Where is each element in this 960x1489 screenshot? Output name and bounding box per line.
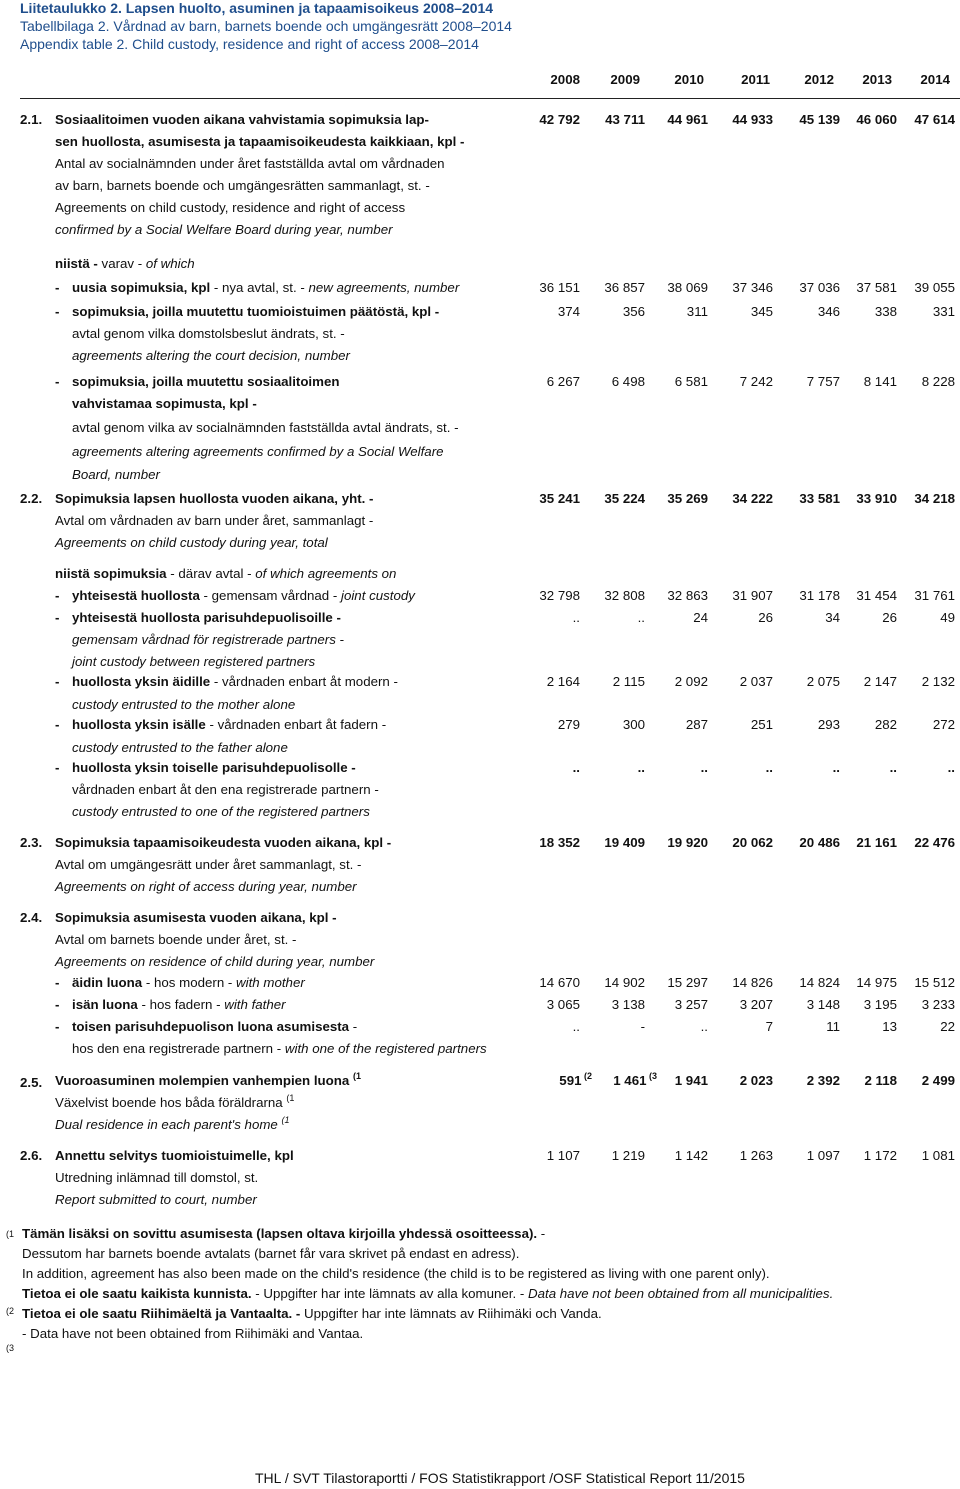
row-label: isän luona - hos fadern - with father: [72, 997, 286, 1012]
value-cell-joint-2008: 32 798: [539, 588, 580, 603]
value-cell-joint-2012: 31 178: [799, 588, 840, 603]
value-cell-s22-2013: 33 910: [856, 491, 897, 506]
value-cell-res_father-2012: 3 148: [806, 997, 840, 1012]
value-cell-social-2013: 8 141: [863, 374, 897, 389]
value-cell-joint_partners-2010: 24: [693, 610, 708, 625]
footnote-3-en: - Data have not been obtained from Riihimäki and Vantaa.: [22, 1326, 364, 1341]
value-cell-s22-2010: 35 269: [667, 491, 708, 506]
value-cell-court-2010: 311: [686, 304, 708, 319]
value-cell-s26-2011: 1 263: [739, 1148, 773, 1163]
footnote-mark: (2: [6, 1306, 15, 1316]
value-cell-mother-2011: 2 037: [739, 674, 773, 689]
value-cell-mother-2013: 2 147: [863, 674, 897, 689]
value-cell-res_father-2010: 3 257: [674, 997, 708, 1012]
section-number: 2.2.: [20, 491, 43, 506]
footnote-mark: (1: [6, 1229, 15, 1239]
of-which-label: niistä - varav - of which: [55, 256, 195, 271]
value-cell-other_partner-2009: ..: [637, 760, 645, 775]
row-label-en: Agreements on right of access during year, number: [55, 879, 357, 894]
value-cell-s23-2014: 22 476: [914, 835, 955, 850]
row-label-sv: Växelvist boende hos båda föräldrarna $^{(1}$: [55, 1093, 295, 1110]
value-cell-s26-2014: 1 081: [921, 1148, 955, 1163]
row-label-en: Board, number: [72, 467, 160, 482]
row-label-en: custody entrusted to one of the registered partners: [72, 804, 370, 819]
year-header: 2009: [610, 72, 640, 87]
value-cell-mother-2014: 2 132: [921, 674, 955, 689]
row-label-en: agreements altering agreements confirmed by a Social Welfare: [72, 444, 444, 459]
row-label-en: Dual residence in each parent's home $^{(1}$: [55, 1115, 290, 1132]
page-title: Liitetaulukko 2. Lapsen huolto, asuminen ja tapaamisoikeus 2008–2014: [20, 0, 494, 16]
value-cell-s22-2008: 35 241: [539, 491, 580, 506]
value-cell-new-2009: 36 857: [604, 280, 645, 295]
section-number: 2.5.: [20, 1075, 43, 1090]
value-cell-res_partner-2012: 11: [826, 1019, 840, 1034]
value-cell-s26-2010: 1 142: [674, 1148, 708, 1163]
value-cell-new-2010: 38 069: [667, 280, 708, 295]
value-cell-s23-2011: 20 062: [732, 835, 773, 850]
row-label: huollosta yksin äidille - vårdnaden enbart åt modern -: [72, 674, 398, 689]
value-cell-s23-2013: 21 161: [856, 835, 897, 850]
value-cell-social-2014: 8 228: [921, 374, 955, 389]
row-label-sv: Utredning inlämnad till domstol, st.: [55, 1170, 259, 1185]
value-cell-social-2008: 6 267: [546, 374, 580, 389]
row-label: Sopimuksia lapsen huollosta vuoden aikana, yht. -: [55, 491, 374, 506]
value-cell-other_partner-2010: ..: [700, 760, 708, 775]
value-cell-s25-2013: 2 118: [864, 1073, 897, 1088]
value-cell-father-2012: 293: [817, 717, 840, 732]
value-cell-s22-2011: 34 222: [732, 491, 773, 506]
bullet-dash: -: [55, 588, 60, 603]
value-cell-new-2012: 37 036: [799, 280, 840, 295]
value-cell-father-2009: 300: [622, 717, 645, 732]
value-cell-father-2011: 251: [750, 717, 773, 732]
value-cell-s23-2010: 19 920: [667, 835, 708, 850]
value-cell-joint-2010: 32 863: [667, 588, 708, 603]
value-cell-joint-2011: 31 907: [732, 588, 773, 603]
value-cell-res_father-2009: 3 138: [611, 997, 645, 1012]
value-cell-s23-2012: 20 486: [799, 835, 840, 850]
value-cell-social-2011: 7 242: [739, 374, 773, 389]
value-cell-other_partner-2013: ..: [889, 760, 897, 775]
value-cell-court-2012: 346: [817, 304, 840, 319]
row-label-sv: gemensam vårdnad för registrerade partners -: [72, 632, 344, 647]
value-cell-court-2014: 331: [932, 304, 955, 319]
value-cell-res_father-2014: 3 233: [921, 997, 955, 1012]
row-label-en: agreements altering the court decision, number: [72, 348, 350, 363]
value-cell-s22-2014: 34 218: [914, 491, 955, 506]
value-cell-new-2013: 37 581: [856, 280, 897, 295]
value-cell-s21-2014: 47 614: [914, 112, 955, 127]
bullet-dash: -: [55, 674, 60, 689]
value-cell-res_mother-2010: 15 297: [667, 975, 708, 990]
row-label-sv: hos den ena registrerade partnern - with one of the registered partners: [72, 1041, 487, 1056]
row-label: vahvistamaa sopimusta, kpl -: [72, 396, 257, 411]
value-cell-social-2009: 6 498: [611, 374, 645, 389]
row-label-sv: avtal genom vilka av socialnämnden fastställda avtal ändrats, st. -: [72, 420, 459, 435]
row-label: sopimuksia, joilla muutettu tuomioistuimen päätöstä, kpl -: [72, 304, 440, 319]
page-subtitle-en: Appendix table 2. Child custody, residence and right of access 2008–2014: [20, 36, 479, 52]
row-label-sv: av barn, barnets boende och umgängesrätten sammanlagt, st. -: [55, 178, 430, 193]
bullet-dash: -: [55, 717, 60, 732]
value-cell-other_partner-2012: ..: [832, 760, 840, 775]
row-label: Vuoroasuminen molempien vanhempien luona $^{(1}$: [55, 1071, 362, 1088]
value-cell-res_mother-2014: 15 512: [914, 975, 955, 990]
value-cell-court-2008: 374: [557, 304, 580, 319]
value-cell-mother-2010: 2 092: [674, 674, 708, 689]
value-cell-court-2009: 356: [622, 304, 645, 319]
value-cell-new-2008: 36 151: [539, 280, 580, 295]
value-cell-res_mother-2009: 14 902: [604, 975, 645, 990]
section-number: 2.3.: [20, 835, 43, 850]
value-cell-res_partner-2013: 13: [882, 1019, 897, 1034]
value-cell-s25-2009: 1 461 $^{(3}$: [613, 1071, 657, 1088]
row-label: Sopimuksia asumisesta vuoden aikana, kpl -: [55, 910, 337, 925]
value-cell-s25-2014: 2 499: [921, 1073, 955, 1088]
value-cell-court-2013: 338: [874, 304, 897, 319]
value-cell-s25-2011: 2 023: [739, 1073, 773, 1088]
footnote-ref: (2: [581, 1071, 592, 1081]
footnote-mark: (3: [6, 1343, 15, 1353]
value-cell-father-2008: 279: [557, 717, 580, 732]
value-cell-new-2011: 37 346: [732, 280, 773, 295]
bullet-dash: -: [55, 1019, 60, 1034]
value-cell-res_partner-2011: 7: [765, 1019, 773, 1034]
value-cell-s21-2009: 43 711: [605, 112, 645, 127]
value-cell-s21-2011: 44 933: [732, 112, 773, 127]
value-cell-res_partner-2009: -: [640, 1019, 645, 1034]
value-cell-s21-2013: 46 060: [856, 112, 897, 127]
value-cell-mother-2008: 2 164: [546, 674, 580, 689]
bullet-dash: -: [55, 280, 60, 295]
section-number: 2.1.: [20, 112, 43, 127]
footnote-1-sv: Dessutom har barnets boende avtalats (barnet får vara skrivet på endast en adress).: [22, 1246, 520, 1261]
value-cell-father-2013: 282: [874, 717, 897, 732]
footnote-1-en: In addition, agreement has also been made on the child's residence (the child is to be registered as living with one parent only).: [22, 1266, 770, 1281]
row-label: sen huollosta, asumisesta ja tapaamisoikeudesta kaikkiaan, kpl -: [55, 134, 465, 149]
row-label-sv: vårdnaden enbart åt den ena registrerade partnern -: [72, 782, 379, 797]
value-cell-mother-2012: 2 075: [806, 674, 840, 689]
row-label: Annettu selvitys tuomioistuimelle, kpl: [55, 1148, 294, 1163]
value-cell-s26-2009: 1 219: [611, 1148, 645, 1163]
footnote-1: Tämän lisäksi on sovittu asumisesta (lapsen oltava kirjoilla yhdessä osoitteessa). -: [22, 1226, 546, 1241]
row-label: yhteisestä huollosta - gemensam vårdnad - joint custody: [72, 588, 415, 603]
value-cell-joint_partners-2012: 34: [825, 610, 840, 625]
year-header: 2008: [550, 72, 580, 87]
value-cell-s23-2008: 18 352: [539, 835, 580, 850]
value-cell-mother-2009: 2 115: [612, 674, 645, 689]
value-cell-other_partner-2011: ..: [765, 760, 773, 775]
row-label-en: Report submitted to court, number: [55, 1192, 257, 1207]
value-cell-other_partner-2008: ..: [572, 760, 580, 775]
value-cell-s23-2009: 19 409: [604, 835, 645, 850]
value-cell-social-2012: 7 757: [806, 374, 840, 389]
value-cell-father-2014: 272: [932, 717, 955, 732]
value-cell-joint_partners-2013: 26: [882, 610, 897, 625]
value-cell-s22-2009: 35 224: [604, 491, 645, 506]
bullet-dash: -: [55, 975, 60, 990]
value-cell-s25-2008: 591 $^{(2}$: [559, 1071, 592, 1088]
year-header: 2011: [741, 72, 770, 87]
value-cell-res_mother-2011: 14 826: [732, 975, 773, 990]
value-cell-joint_partners-2011: 26: [758, 610, 773, 625]
value-cell-father-2010: 287: [685, 717, 708, 732]
section-number: 2.6.: [20, 1148, 43, 1163]
row-label: uusia sopimuksia, kpl - nya avtal, st. - new agreements, number: [72, 280, 460, 295]
value-cell-s22-2012: 33 581: [799, 491, 840, 506]
row-label-sv: Avtal om vårdnaden av barn under året, sammanlagt -: [55, 513, 374, 528]
bullet-dash: -: [55, 304, 60, 319]
value-cell-res_father-2013: 3 195: [863, 997, 897, 1012]
of-which-label: niistä sopimuksia - därav avtal - of which agreements on: [55, 566, 397, 581]
row-label-sv: Antal av socialnämnden under året fastställda avtal om vårdnaden: [55, 156, 445, 171]
value-cell-court-2011: 345: [750, 304, 773, 319]
bullet-dash: -: [55, 374, 60, 389]
row-label: Sosiaalitoimen vuoden aikana vahvistamia sopimuksia lap-: [55, 112, 429, 127]
value-cell-joint-2013: 31 454: [856, 588, 897, 603]
value-cell-new-2014: 39 055: [914, 280, 955, 295]
row-label-en: custody entrusted to the mother alone: [72, 697, 296, 712]
value-cell-res_mother-2008: 14 670: [539, 975, 580, 990]
page-subtitle-sv: Tabellbilaga 2. Vårdnad av barn, barnets boende och umgängesrätt 2008–2014: [20, 18, 512, 34]
value-cell-joint-2014: 31 761: [914, 588, 955, 603]
row-label: yhteisestä huollosta parisuhdepuolisoille -: [72, 610, 341, 625]
row-label: sopimuksia, joilla muutettu sosiaalitoimen: [72, 374, 340, 389]
value-cell-res_father-2011: 3 207: [739, 997, 773, 1012]
bullet-dash: -: [55, 997, 60, 1012]
value-cell-joint_partners-2014: 49: [940, 610, 955, 625]
row-label-sv: avtal genom vilka domstolsbeslut ändrats, st. -: [72, 326, 345, 341]
row-label-en: custody entrusted to the father alone: [72, 740, 288, 755]
row-label: huollosta yksin toiselle parisuhdepuolisolle -: [72, 760, 356, 775]
value-cell-res_father-2008: 3 065: [546, 997, 580, 1012]
value-cell-s21-2012: 45 139: [799, 112, 840, 127]
footnote-ref: (3: [646, 1071, 657, 1081]
row-label-sv: Avtal om umgängesrätt under året sammanlagt, st. -: [55, 857, 362, 872]
footnote-2: Tietoa ei ole saatu kaikista kunnista. - Uppgifter har inte lämnats av alla komuner. - Data have not been obtained from all municipalities.: [22, 1286, 834, 1301]
value-cell-other_partner-2014: ..: [947, 760, 955, 775]
value-cell-res_partner-2014: 22: [940, 1019, 955, 1034]
value-cell-s26-2012: 1 097: [806, 1148, 840, 1163]
year-header: 2012: [804, 72, 834, 87]
row-label-en: confirmed by a Social Welfare Board during year, number: [55, 222, 393, 237]
value-cell-res_partner-2008: ..: [572, 1019, 580, 1034]
footnote-3: Tietoa ei ole saatu Riihimäeltä ja Vantaalta. - Uppgifter har inte lämnats av Riihimäki och Vanda.: [22, 1306, 602, 1321]
bullet-dash: -: [55, 610, 60, 625]
year-header: 2010: [674, 72, 704, 87]
year-header: 2014: [920, 72, 950, 87]
value-cell-joint-2009: 32 808: [604, 588, 645, 603]
row-label-en: Agreements on child custody, residence and right of access: [55, 200, 406, 215]
value-cell-s21-2008: 42 792: [539, 112, 580, 127]
bullet-dash: -: [55, 760, 60, 775]
value-cell-social-2010: 6 581: [674, 374, 708, 389]
value-cell-res_mother-2013: 14 975: [856, 975, 897, 990]
row-label: huollosta yksin isälle - vårdnaden enbart åt fadern -: [72, 717, 387, 732]
row-label: toisen parisuhdepuolison luona asumisesta -: [72, 1019, 358, 1034]
value-cell-s25-2012: 2 392: [806, 1073, 840, 1088]
value-cell-s26-2008: 1 107: [546, 1148, 580, 1163]
value-cell-res_mother-2012: 14 824: [799, 975, 840, 990]
year-header: 2013: [862, 72, 892, 87]
row-label: Sopimuksia tapaamisoikeudesta vuoden aikana, kpl -: [55, 835, 392, 850]
row-label-sv: Avtal om barnets boende under året, st. -: [55, 932, 297, 947]
header-divider: [20, 98, 960, 99]
row-label: äidin luona - hos modern - with mother: [72, 975, 305, 990]
footnote-ref: (1: [353, 1071, 362, 1081]
row-label-en: joint custody between registered partners: [72, 654, 316, 669]
value-cell-joint_partners-2009: ..: [637, 610, 645, 625]
page-footer: THL / SVT Tilastoraportti / FOS Statistikrapport /OSF Statistical Report 11/2015: [255, 1470, 745, 1486]
value-cell-res_partner-2010: ..: [700, 1019, 708, 1034]
row-label-en: Agreements on residence of child during year, number: [55, 954, 375, 969]
section-number: 2.4.: [20, 910, 43, 925]
value-cell-s26-2013: 1 172: [863, 1148, 897, 1163]
value-cell-s25-2010: 1 941: [674, 1073, 708, 1088]
value-cell-s21-2010: 44 961: [667, 112, 708, 127]
row-label-en: Agreements on child custody during year, total: [55, 535, 328, 550]
value-cell-joint_partners-2008: ..: [572, 610, 580, 625]
